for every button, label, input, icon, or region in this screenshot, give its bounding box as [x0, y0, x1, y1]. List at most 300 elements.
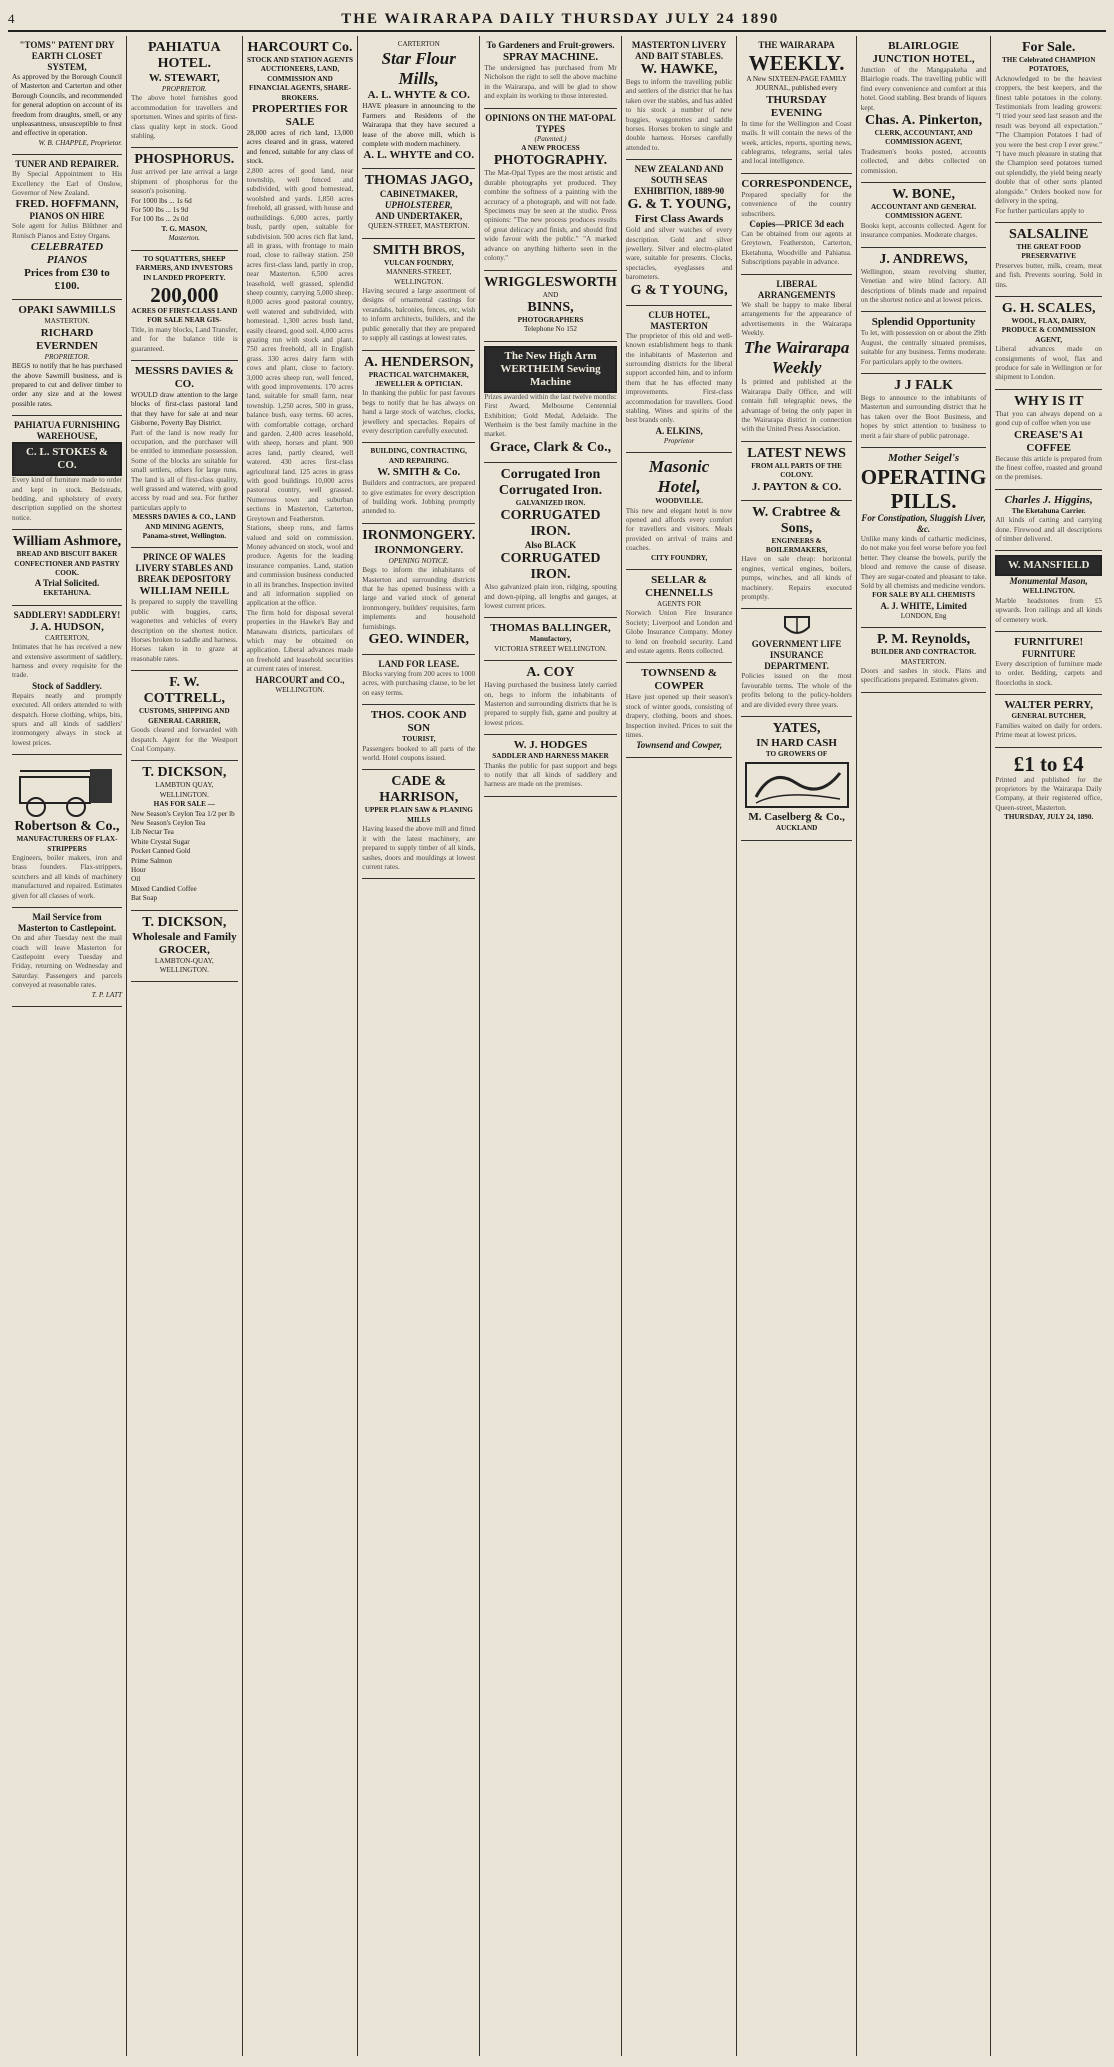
ad-place: WELLINGTON.	[275, 685, 325, 694]
ad-place: QUEEN-STREET, MASTERTON.	[368, 222, 470, 231]
masthead	[8, 8, 1106, 32]
ad-name: Chas. A. Pinkerton,	[865, 113, 983, 129]
ad-role: BUILDER AND CONTRACTOR.	[871, 648, 977, 657]
ad-corrugated-iron	[484, 463, 617, 619]
ad-place: EKETAHUNA.	[43, 589, 91, 598]
ad-firm: W. SMITH & Co.	[377, 466, 461, 479]
column-7	[737, 36, 856, 2056]
ad-filler-text: Intimates that he has received a new and extensive assortment of saddlery, harness and every requisite for the trade.	[12, 643, 122, 680]
ad-headline: PROPERTIES FOR SALE	[252, 103, 348, 129]
ad-filler-text: The proprietor of this old and well-known establishment begs to thank the inhabitants of Masterton and surrounding districts for the liberal support accorded him, and to inform them that he has effected many improvements. First-class accommodation for travellers. Good stabling. Wines and spirits of the best brands only.	[625, 331, 733, 425]
column-3	[243, 36, 359, 2056]
ad-headline: First Class Awards	[634, 213, 724, 226]
ad-subtitle: TO GROWERS OF	[765, 750, 828, 759]
ad-subtitle: SPRAY MACHINE.	[502, 51, 599, 63]
ad-hodges	[484, 735, 617, 797]
ad-yates	[741, 717, 851, 841]
ad-firm: TOWNSEND & COWPER	[641, 667, 718, 693]
ad-subtitle: THE GREAT FOOD PRESERVATIVE	[1016, 242, 1081, 261]
ad-subtitle: VULCAN FOUNDRY,	[384, 258, 454, 267]
ad-title: OPINIONS ON THE MAT-OPAL TYPES	[485, 112, 616, 134]
flax-machine-illustration	[12, 759, 122, 819]
ad-signature: A. L. WHYTE and CO.	[363, 149, 475, 162]
ad-title: MASTERTON LIVERY AND BAIT STABLES.	[631, 40, 727, 61]
list-item: Bat Soap	[131, 894, 158, 903]
ad-filler-text: For further particulars apply to	[995, 206, 1084, 215]
ad-role: ENGINEERS & BOILERMAKERS,	[765, 536, 828, 554]
ad-salsaline	[995, 223, 1102, 297]
ad-name: J. A. HUDSON,	[30, 620, 104, 633]
ad-subtitle: GALVANIZED IRON.	[515, 498, 586, 507]
ad-line: BUILDING, CONTRACTING, AND REPAIRING.	[370, 447, 467, 465]
ad-title: Corrugated Iron	[500, 466, 601, 482]
ad-role: Manufactory,	[529, 635, 572, 644]
price-item: For 1000 lbs ... 1s 6d	[131, 196, 192, 205]
ad-firm: W. Crabtree & Sons,	[752, 504, 842, 536]
ad-place: MANNERS-STREET, WELLINGTON.	[386, 268, 452, 286]
ad-role: SADDLER AND HARNESS MAKER	[492, 752, 609, 761]
ad-filler-text: Sole agent for Julius Blüthner and Ronisch Pianos and Estey Organs.	[12, 222, 122, 240]
ad-mother-seigel	[861, 448, 987, 628]
ad-filler-text: Have just opened up their season's stock of winter goods, consisting of drapery, clothing, boots and shoes. Inspection invited. Prices to suit the times.	[625, 693, 733, 740]
ad-role: PROPRIETOR.	[44, 352, 90, 361]
ad-firm: G & T YOUNG,	[630, 282, 728, 298]
ad-robertson	[12, 755, 122, 908]
ad-furniture	[995, 632, 1102, 695]
ad-spray-machine	[484, 36, 617, 109]
ad-place: WOODVILLE.	[655, 497, 703, 506]
ad-filler-text: Thanks the public for past support and begs to notify that all kinds of saddlery and harness are made on the premises.	[484, 761, 617, 789]
ad-hawke	[626, 36, 733, 160]
ad-line: BREAD AND BISCUIT BAKER CONFECTIONER AND PASTRY COOK.	[14, 550, 120, 577]
ad-name: F. W. COTTRELL,	[143, 675, 225, 707]
ad-subtitle: MANUFACTURERS OF FLAX-STRIPPERS	[16, 835, 118, 853]
ad-phosphorus	[131, 148, 238, 250]
ad-title: Mail Service from Masterton to Castlepoint.	[17, 912, 117, 934]
ad-signature: HARCOURT and CO.,	[255, 674, 345, 685]
ad-place: CARTERTON,	[45, 633, 89, 642]
ad-filler-text: We shall be happy to make liberal arrangements for the appearance of advertisements in the Wairarapa Weekly.	[741, 300, 852, 337]
ad-subtitle: A New SIXTEEN-PAGE FAMILY JOURNAL, published every	[746, 75, 847, 93]
ad-mail-service	[12, 908, 122, 1007]
ad-firm: J. PAYTON & CO.	[751, 480, 842, 493]
ad-title: NEW ZEALAND AND SOUTH SEAS EXHIBITION, 1889-90	[634, 164, 725, 197]
ad-subtitle: For Constipation, Sluggish Liver, &c.	[861, 512, 986, 534]
column-8	[857, 36, 992, 2056]
ad-name: PHOTOGRAPHY.	[493, 153, 608, 169]
ad-smith-bros	[362, 239, 475, 351]
ad-title: PRINCE OF WALES LIVERY STABLES AND BREAK DEPOSITORY	[135, 552, 234, 585]
ad-subtitle: A Trial Solicited.	[34, 578, 100, 589]
ad-place: LAMBTON-QUAY, WELLINGTON.	[154, 956, 214, 974]
ad-subtitle: Stock of Saddlery.	[32, 680, 102, 691]
ad-role: AND UNDERTAKER,	[375, 211, 463, 222]
yates-seeds-logo	[741, 759, 851, 811]
ad-latest-news	[741, 442, 851, 501]
list-item: Oil	[131, 875, 141, 884]
ad-firm: CADE & HARRISON,	[379, 774, 459, 806]
ad-place: MASTERTON.	[900, 657, 947, 666]
ad-wairarapa-weekly	[741, 36, 851, 174]
ad-firm: Robertson & Co.,	[14, 819, 120, 835]
ad-firm: THOMAS BALLINGER,	[490, 622, 611, 635]
ad-subtitle: CUSTOMS, SHIPPING AND GENERAL CARRIER,	[138, 707, 230, 725]
ad-name: G. H. SCALES,	[1001, 300, 1096, 316]
ad-subtitle: HAS FOR SALE —	[153, 800, 215, 809]
ad-day: THURSDAY EVENING	[766, 93, 827, 119]
ad-filler-text: Engineers, boiler makers, iron and brass founders. Flax-strippers, scutchers and all kinds of machinery manufactured and repaired. Estimates given for all classes of work.	[12, 854, 122, 900]
ad-name: WALTER PERRY,	[1004, 699, 1094, 712]
ad-name: YATES,	[772, 721, 821, 737]
ad-thomas-jago	[362, 169, 475, 238]
ad-firm: CREASE'S A1 COFFEE	[1014, 428, 1084, 454]
ad-filler-text: Having secured a large assortment of designs of ornamental castings for verandahs, balconies, fences, etc, wish to inform architects, builders, and the public generally that they are prepared to supply all castings at lowest rates.	[362, 287, 476, 343]
ad-subtitle: LIBERAL ARRANGEMENTS	[757, 278, 836, 300]
ad-name: W. MANSFIELD	[995, 555, 1102, 576]
ad-title: IRONMONGERY.	[362, 527, 476, 543]
ad-club-hotel	[626, 306, 733, 453]
ad-subtitle: THE Celebrated CHAMPION POTATOES,	[1001, 56, 1096, 74]
ad-name: W. STEWART,	[148, 72, 220, 84]
ad-subtitle: IN HARD CASH	[756, 737, 837, 750]
ad-place: LAMBTON QUAY, WELLINGTON.	[155, 781, 214, 799]
ad-name: P. M. Reynolds,	[876, 632, 971, 648]
ad-smith-building	[362, 443, 475, 523]
ad-filler-text: Books kept, accounts collected. Agent for insurance companies. Moderate charges.	[860, 221, 987, 240]
ad-title: "TOMS" PATENT DRY EARTH CLOSET SYSTEM,	[19, 40, 115, 72]
ad-wrigglesworth	[484, 271, 617, 342]
ad-filler-text: Doors and sashes in stock. Plans and specifications prepared. Estimates given.	[860, 667, 987, 685]
ad-townsend-cowper	[626, 663, 733, 758]
ad-signature: W. B. CHAPPLE, Proprietor.	[38, 138, 122, 147]
ad-blairlogie	[861, 36, 987, 183]
ad-livery-stables	[131, 548, 238, 671]
list-item: New Season's Ceylon Tea	[131, 818, 206, 827]
ad-filler-text: Acknowledged to be the heaviest croppers, the best keepers, and the finest table potatoes in the colony. Testimonials from leading growers: "I tried your seed last season and the result was beyond all expectation." "The Champion Potatoes I had of you were the best crop I ever grew." "I have much pleasure in stating that the Champion seed potatoes turned out splendidly, the yield being nearly double that of other sorts planted alongside." Orders booked now for delivery in the spring.	[995, 74, 1103, 206]
list-item: Lib Nectar Tea	[131, 828, 174, 837]
ad-filler-text: The firm hold for disposal several properties in the Hawke's Bay and Manawatu districts, particulars of which may be obtained on application. Liberal advances made on freehold and leasehold securities at current rates of interest.	[246, 608, 354, 674]
ad-role: Proprietor	[663, 436, 695, 445]
ad-filler-text: By Special Appointment to His Excellency the Earl of Onslow, Governor of New Zealand.	[12, 170, 122, 198]
list-item: Mixed Candied Coffee	[131, 884, 197, 893]
ad-telephone: Telephone No 152	[524, 325, 577, 334]
ad-filler-text: Have on sale cheap: horizontal engines, vertical engines, boilers, pumps, winches, and all kinds of machinery. Repairs executed promptly.	[741, 555, 852, 601]
ad-subtitle: FROM ALL PARTS OF THE COLONY.	[751, 461, 842, 480]
list-item: Pocket Canned Gold	[131, 847, 191, 856]
ad-title: PHOSPHORUS.	[134, 152, 235, 168]
ad-role: CLERK, ACCOUNTANT, AND COMMISSION AGENT,	[874, 129, 973, 147]
ad-role: PROPRIETOR.	[161, 85, 207, 93]
ad-filler-text: Unlike many kinds of cathartic medicines, do not make you feel worse before you feel better. They cleanse the bowels, purify the blood and remove the cause of disease. They are sugar-coated and pleasant to take. Sold by all chemists and medicine vendors.	[860, 534, 987, 590]
ad-title: TUNER AND REPAIRER.	[15, 159, 119, 170]
ad-filler-text: Junction of the Mangapakeha and Blairlogie roads. The travelling public will find every convenience and comfort at this hotel. Good stabling. Best brands of liquors kept.	[860, 66, 987, 112]
ad-pahiatua-furnishing	[12, 416, 122, 530]
ad-body: WOULD draw attention to the large blocks of first-class pastoral land that they have for sale at and near Gisborne, Poverty Bay District.	[131, 390, 238, 428]
ad-filler-text: To let, with possession on or about the 29th August, the centrally situated premises, suitable for any business. Terms moderate. For particulars apply to the owners.	[860, 329, 987, 366]
price-item: For 100 lbs ... 2s 0d	[131, 215, 189, 224]
columns	[8, 36, 1106, 2056]
ad-title: Masonic Hotel,	[648, 457, 710, 497]
ad-subtitle: IRONMONGERY.	[374, 543, 464, 556]
ad-name: BINNS,	[527, 299, 574, 315]
list-item: White Crystal Sugar	[131, 837, 190, 846]
ad-subtitle: STOCK AND STATION AGENTS AUCTIONEERS, LAND, COMMISSION AND FINANCIAL AGENTS, SHARE-BROKERS.	[246, 56, 353, 102]
ad-signature: T. G. MASON,	[161, 224, 208, 233]
ad-title: CORRESPONDENCE,	[741, 177, 852, 190]
ad-and: AND	[542, 290, 559, 299]
ad-title: FURNITURE!	[1014, 636, 1084, 649]
ad-role: PHOTOGRAPHERS	[517, 315, 584, 324]
ad-higgins	[995, 490, 1102, 552]
ad-acres: 200,000	[150, 282, 219, 307]
ad-filler-text: The above hotel furnishes good accommodation for travellers and sportsmen. Wines and spirits of first-class quality kept in stock. Good stabling.	[131, 94, 238, 141]
ad-cade-harrison	[362, 770, 475, 879]
ad-ironmongery	[362, 524, 475, 655]
ad-correspondence	[741, 174, 851, 275]
ad-firm: SELLAR & CHENNELLS	[645, 574, 714, 599]
ad-title: WEEKLY.	[748, 51, 845, 75]
column-1	[8, 36, 127, 2056]
ad-land-lease	[362, 655, 475, 705]
ad-title: Corrugated Iron.	[498, 482, 603, 498]
ad-role: WOOL, FLAX, DAIRY, PRODUCE & COMMISSION AGENT,	[1001, 316, 1096, 344]
ad-title: SADDLERY! SADDLERY!	[13, 609, 121, 620]
item-list	[131, 810, 238, 904]
ad-date: THURSDAY, JULY 24, 1890.	[1004, 813, 1094, 822]
ad-firm: C. L. STOKES & CO.	[12, 442, 122, 476]
column-9	[991, 36, 1106, 2056]
ad-filler-text: Title, in many blocks, Land Transfer, and for the balance title is guaranteed.	[131, 325, 238, 353]
ad-firm: SMITH BROS,	[372, 242, 465, 258]
ad-filler-text: Marble headstones from £5 upwards. Iron railings and all kinds of cemetery work.	[995, 596, 1103, 624]
ad-firm: M. Caselberg & Co.,	[748, 811, 845, 824]
ad-signature: T. P. LATT	[91, 990, 122, 999]
ad-filler-text: Having leased the above mill and fitted it with the latest machinery, are prepared to supply timber of all kinds, sashes, doors and mouldings at lowest current rates.	[362, 825, 476, 871]
ad-splendid-opportunity	[861, 312, 987, 374]
ad-title: HARCOURT Co.	[247, 40, 353, 55]
ad-name: RICHARD EVERNDEN	[36, 326, 98, 352]
newspaper-title: THE WAIRARAPA DAILY THURSDAY JULY 24 1890	[341, 10, 780, 27]
ad-place: AUCKLAND	[775, 824, 818, 833]
ad-signature: MESSRS DAVIES & CO., LAND AND MINING AGENTS, Panama-street, Wellington.	[132, 513, 236, 541]
ad-title: OPERATING PILLS.	[860, 464, 987, 513]
ad-filler-text: Begs to announce to the inhabitants of Masterton and surrounding district that he has taken over the Boot Business, and hopes by strict attention to business to merit a fair share of public patronage.	[860, 393, 987, 440]
ad-role: Monumental Mason,	[1009, 576, 1088, 587]
ad-role: AGENTS FOR	[657, 600, 702, 608]
ad-title: The New High Arm WERTHEIM Sewing Machine	[484, 346, 617, 393]
ad-firm: Grace, Clark & Co.,	[489, 439, 612, 455]
ad-filler-text: On and after Tuesday next the mail coach will leave Masterton for Castlepoint every Tuesday and Friday, returning on Wednesday and Saturday. Passengers and parcels conveyed at reasonable rates.	[12, 934, 122, 990]
ad-filler-text: Tradesmen's books posted, accounts collected, and debts collected on commission.	[860, 147, 987, 175]
ad-filler-text: Also galvanized plain iron, ridging, spouting and down-piping, all lengths and gauges, at lowest current prices.	[484, 583, 617, 610]
ad-sellar-chennells	[626, 570, 733, 663]
column-5	[480, 36, 622, 2056]
ad-mansfield	[995, 551, 1102, 632]
ad-title: LAND FOR LEASE.	[378, 659, 460, 670]
ad-subtitle: Wholesale and Family GROCER,	[132, 930, 237, 956]
page-number: 4	[8, 11, 15, 26]
ad-cottrell	[131, 671, 238, 761]
ad-dry-earth-closet	[12, 36, 122, 155]
ad-headline: A NEW PROCESS	[521, 144, 580, 153]
ad-place: WELLINGTON.	[1022, 587, 1075, 596]
ad-filler-text: Just arrived per late arrival a large shipment of phosphorus for the season's poisoning.	[131, 168, 238, 196]
column-6	[622, 36, 738, 2056]
ad-pahiatua-hotel	[131, 36, 238, 148]
ad-place: LONDON, Eng	[900, 611, 947, 620]
ad-title: Splendid Opportunity	[871, 316, 976, 329]
ad-subtitle: ACRES OF FIRST-CLASS LAND FOR SALE NEAR GIS-	[131, 306, 238, 325]
ad-title: GOVERNMENT LIFE INSURANCE DEPARTMENT.	[751, 639, 842, 672]
ad-title: To Gardeners and Fruit-growers.	[486, 40, 615, 50]
ad-potatoes	[995, 36, 1102, 223]
column-2	[127, 36, 243, 2056]
ad-filler-text: Policies issued on the most favourable terms. The whole of the profits belong to the policy-holders and are divided every three years.	[741, 672, 852, 709]
ad-place: MASTERTON.	[44, 317, 90, 326]
ad-saddlery	[12, 606, 122, 755]
ad-title: PAHIATUA FURNISHING WAREHOUSE,	[14, 420, 120, 442]
ad-name: Mother Seigel's	[887, 451, 960, 464]
ad-name: THE WAIRARAPA	[758, 40, 835, 50]
ad-filler-text: Liberal advances made on consignments of wool, flax and produce for sale in Wellington or for shipment to London.	[995, 345, 1103, 382]
ad-name: J J FALK	[894, 377, 953, 393]
ad-prices: Prices from £30 to £100.	[24, 267, 110, 293]
ad-title: CLUB HOTEL, MASTERTON	[648, 309, 710, 331]
ad-photography	[484, 109, 617, 271]
ad-name: The Wairarapa Weekly	[743, 338, 850, 378]
ad-filler-text: Because this article is prepared from the finest coffee, roasted and ground on the premises.	[995, 454, 1103, 482]
ad-filler-text: Can be obtained from our agents at Greytown, Featherston, Carterton, Eketahuna, Woodville and Pahiatua. Subscriptions payable in advance.	[741, 230, 852, 267]
ad-body: HAVE pleasure in announcing to the Farmers and Residents of the Wairarapa that they have secured a lease of the above mill, which is complete with modern machinery.	[362, 102, 476, 149]
price-item: For 500 lbs ... 1s 9d	[131, 206, 189, 215]
ad-name: FRED. HOFFMANN,	[15, 198, 119, 211]
ad-name: A. J. WHITE, Limited	[880, 600, 967, 611]
ad-coy	[484, 661, 617, 735]
column-4	[358, 36, 480, 2056]
ad-scales	[995, 297, 1102, 390]
ad-role: GENERAL BUTCHER,	[1011, 712, 1086, 721]
ad-role: PRACTICAL WATCHMAKER, JEWELLER & OPTICIAN.	[368, 370, 469, 388]
ad-name: THOMAS JAGO,	[364, 173, 473, 189]
ad-headline: CORRUGATED IRON.	[500, 551, 601, 583]
ad-filler-text: Stations, sheep runs, and farms valued and sold on commission. Money advanced on stock, wool and produce. Agents for the leading insurance companies. Land, station and commission business conducted in all its branches. Inspection invited and all information supplied on application at the office.	[246, 524, 354, 608]
ad-signature: CITY FOUNDRY,	[650, 553, 708, 562]
ad-falk	[861, 374, 987, 448]
ad-wertheim	[484, 342, 617, 463]
ad-filler-text: Prepared specially for the convenience of the country subscribers.	[741, 190, 852, 218]
ad-bone	[861, 183, 987, 248]
list-item: New Season's Ceylon Tea 1/2 per lb	[131, 809, 235, 818]
ad-subtitle: Also BLACK	[524, 540, 577, 551]
ad-filler-text: Preserves butter, milk, cream, meat and fish. Prevents souring. Sold in tins.	[995, 261, 1103, 289]
ad-line: OPENING NOTICE.	[388, 556, 449, 565]
ad-filler-text: Printed and published for the proprietors by the Wairarapa Daily Company, at their registered office, Queen-street, Masterton.	[995, 775, 1103, 812]
ad-role: ACCOUNTANT AND GENERAL COMMISSION AGENT.	[870, 203, 977, 221]
ad-liberal-arrangements	[741, 275, 851, 442]
ad-filler-text: Gold and silver watches of every description. Gold and silver jewellery. Silver and electro-plated ware, suitable for presents. Clocks, spectacles, eyeglasses and barometers.	[625, 226, 733, 282]
ad-title: LATEST NEWS	[747, 445, 846, 461]
ad-exhibition	[626, 160, 733, 305]
ad-government-life	[741, 609, 851, 717]
ad-title: OPAKI SAWMILLS	[18, 304, 116, 317]
ad-title: Star Flour Mills,	[381, 49, 456, 89]
ad-filler-text: Repairs neatly and promptly executed. All orders attended to with despatch. Horse clothing, whips, bits, spurs and all kinds of saddlers' ironmongery always in stock at lowest prices.	[12, 691, 122, 747]
ad-filler-text: Builders and contractors, are prepared to give estimates for every description of building work. Jobbing promptly attended to.	[362, 479, 476, 516]
ad-subtitle: PIANOS ON HIRE	[29, 211, 105, 222]
ad-filler-text: Part of the land is now ready for occupation, and the purchaser will be entitled to immediate possession. Some of the blocks are suitable for small settlers, others for large runs. The land is all of first-class quality, well grassed and watered, with good access by road and sea. For further particulars apply to	[131, 428, 238, 512]
ad-subtitle: FURNITURE	[1021, 649, 1076, 660]
ad-name: GEO. WINDER,	[368, 632, 469, 648]
ad-filler-text: The Mat-Opal Types are the most artistic and durable photographs yet produced. They combine the softness of a painting with the accuracy of a photograph, and will not fade. Specimens may be seen at the studio. Press opinions: "The new process produces results of great delicacy and finish, and should find wide favour with the public." "A marked advance on anything hitherto seen in the colony."	[484, 169, 617, 263]
ad-place: The Eketahuna Carrier.	[1011, 506, 1086, 515]
ad-firm: G. & T. YOUNG,	[627, 197, 731, 213]
ad-thos-cook	[362, 705, 475, 770]
ad-filler-text: Goods cleared and forwarded with despatch. Agent for the Westport Coal Company.	[131, 726, 238, 753]
ad-ashmore-baker	[12, 530, 122, 606]
ad-filler-text: Prizes awarded within the last twelve months: First Award, Melbourne Centennial Exhibition; Gold Medal, Adelaide. The Wertheim is the best family machine in the market.	[484, 392, 617, 439]
ad-name: W. J. HODGES	[513, 739, 588, 752]
ad-name: WILLIAM NEILL	[139, 585, 230, 598]
ad-firm: A. L. WHYTE & CO.	[367, 89, 470, 102]
ad-davies	[131, 361, 238, 549]
ad-filler-text: Begs to inform the travelling public and settlers of the district that he has taken over the stables, and has added to his stock a number of new buggies, waggonettes and saddle horses. Horses broken to single and double harness. Horses carefully attended to.	[625, 78, 733, 152]
ad-ballinger	[484, 618, 617, 661]
ad-filler-text: That you can always depend on a good cup of coffee when you use	[995, 409, 1103, 428]
ad-filler-text: 2,800 acres of good land, near township, well fenced and subdivided, with good homestead, woolshed and yards. 1,850 acres freehold, all grassed, with house and outbuildings. 6,000 acres, partly bush, partly open, suitable for subdivision. 500 acres rich flat land, all in grass, with frontage to main road, close to railway station. 250 acres first-class land, partly in crop, near Masterton. 6,500 acres leasehold, well grassed, splendid sheep country, carrying 5,000 sheep. 8,000 acres good pastoral country, well watered and subdivided, with homestead. 1,300 acres bush land, easily cleared, good soil. 4,000 acres grazing run with stock and plant. 750 acres freehold, all in English grass. 330 acres dairy farm with cows and plant, close to factory. 3,000 acres sheep run, well fenced, with good improvements. 170 acres land, suitable for small farm, near township. 1,250 acres, 500 in grass, balance bush, easy terms. 60 acres, with comfortable cottage, orchard and garden. 2,400 acres leasehold, with sheep, horses and plant. 900 acres land, partly cleared, well watered. 430 acres first-class agricultural land. 125 acres in grass with good buildings. 10,000 acres pastoral country, well grassed. Numerous town and suburban sections in Masterton, Carterton, Greytown and Featherston.	[246, 166, 354, 523]
ad-filler-text: Blocks varying from 200 acres to 1000 acres, with purchasing clause, to be let on easy terms.	[362, 670, 476, 697]
ad-name: T. DICKSON,	[142, 765, 227, 781]
ad-price-range	[995, 748, 1102, 829]
ad-firm: WRIGGLESWORTH	[484, 274, 617, 290]
ad-opaki-sawmills	[12, 300, 122, 416]
crest-icon	[741, 613, 851, 639]
ad-line: TO SQUATTERS, SHEEP FARMERS, AND INVESTORS IN LANDED PROPERTY.	[135, 254, 233, 282]
ad-firm: THOS. COOK AND SON	[370, 709, 467, 735]
ad-filler-text: Every description of furniture made to order. Bedding, carpets and floorcloths in stock.	[995, 660, 1103, 687]
ad-role: FOR SALE BY ALL CHEMISTS	[872, 591, 975, 600]
ad-filler-text: The undersigned has purchased from Mr Nicholson the right to sell the above machine in the Wairarapa, and will be glad to show and explain its working to those interested.	[484, 64, 617, 101]
ad-subtitle: Townsend and Cowper,	[636, 740, 723, 751]
ad-filler-text: Having purchased the business lately carried on, begs to inform the inhabitants of Masterton and surrounding districts that he is prepared to supply fish, game and poultry at lowest prices.	[484, 681, 617, 727]
ad-name: A. COY	[526, 665, 575, 681]
ad-harcourt	[247, 36, 354, 701]
ad-name: W. BONE,	[892, 187, 955, 203]
ad-subtitle: (Patented.)	[534, 134, 567, 143]
ad-address: VICTORIA STREET WELLINGTON.	[494, 644, 607, 653]
ad-headline: CELEBRATED PIANOS	[30, 241, 104, 267]
ad-filler-text: All kinds of carting and carrying done. Firewood and all descriptions of timber delivered.	[995, 516, 1103, 544]
ad-body: As approved by the Borough Council of Masterton and Carterton and other Borough Councils, and recommended for general adoption on account of its freedom from draughts, smell, or any unpleasantness, unsusceptible to frost and effective in operation.	[12, 73, 122, 138]
ad-place: CARTERTON	[397, 40, 440, 48]
ad-role: UPHOLSTERER,	[384, 200, 453, 211]
ad-subtitle: UPPER PLAIN SAW & PLANING MILLS	[364, 806, 473, 824]
ad-body: BEGS to notify that he has purchased the above Sawmill business, and is prepared to cut and deliver timber to order any size and at the lowest possible rates.	[12, 362, 122, 408]
ad-reynolds	[861, 628, 987, 693]
ad-filler-text: Wellington, steam revolving shutter, Venetian and wire blind factory. All descriptions of blinds made and repaired on the shortest notice and at lowest prices.	[860, 267, 987, 304]
ad-name: William Ashmore,	[12, 534, 122, 550]
ad-filler-text: This new and elegant hotel is now opened and affords every comfort for travellers and visitors. Meals provided on arrival of trains and coaches.	[625, 506, 733, 553]
ad-crease-coffee	[995, 390, 1102, 490]
ad-filler-text: Is printed and published at the Wairarapa Daily Office, and will contain full telegraphic news, the advantage of being the only paper in the Wairarapa district in connection with the United Press Association.	[741, 378, 852, 434]
ad-title: For Sale.	[1021, 40, 1076, 55]
ad-name: A. HENDERSON,	[364, 354, 474, 370]
ad-name: T. DICKSON,	[142, 914, 227, 930]
ad-title: MESSRS DAVIES & CO.	[134, 364, 234, 390]
ad-filler-text: In time for the Wellington and Coast mails. It will contain the news of the week, articles, reports, sporting news, cablegrams, telegrams, serial tales and local intelligence.	[741, 119, 852, 166]
ad-headline: CORRUGATED IRON.	[500, 508, 601, 540]
ad-body: 28,000 acres of rich land, 13,000 acres cleared and in grass, watered and fenced, suitable for any class of stock.	[246, 129, 354, 166]
ad-land-for-sale	[131, 251, 238, 361]
